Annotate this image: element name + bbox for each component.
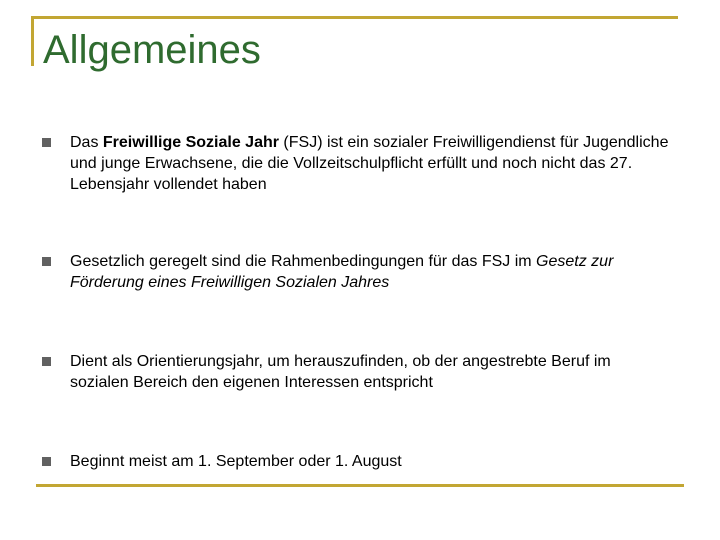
bullet-text-part: Beginnt meist am 1. September oder 1. August [70,453,402,470]
bullet-text-part: Dient als Orientierungsjahr, um herauszufinden, ob der angestrebte Beruf im sozialen Bereich den eigenen Interessen entspricht [70,353,611,391]
square-bullet-icon [42,357,51,366]
bullet-text-bold: Freiwillige Soziale Jahr [102,134,279,151]
bullet-text [70,351,670,393]
bullet-text-part: Das [70,134,103,151]
square-bullet-icon [42,257,51,266]
bullet-text-part: Gesetzlich geregelt sind die Rahmenbedingungen für das FSJ im [70,253,537,270]
bullet-text [70,251,670,293]
bullet-text [70,132,670,195]
slide-title: Allgemeines [43,28,261,72]
bullet-text-italic: Gesetz zur Förderung eines Freiwilligen Sozialen Jahres [70,253,614,291]
square-bullet-icon [42,457,51,466]
bullet-text [70,451,670,472]
bullet-text-part: (FSJ) ist ein sozialer Freiwilligendienst für Jugendliche und junge Erwachsene, die die Vollzeitschulpflicht erfüllt und noch nicht das 27. Lebensjahr vollendet haben [70,134,669,193]
square-bullet-icon [42,138,51,147]
